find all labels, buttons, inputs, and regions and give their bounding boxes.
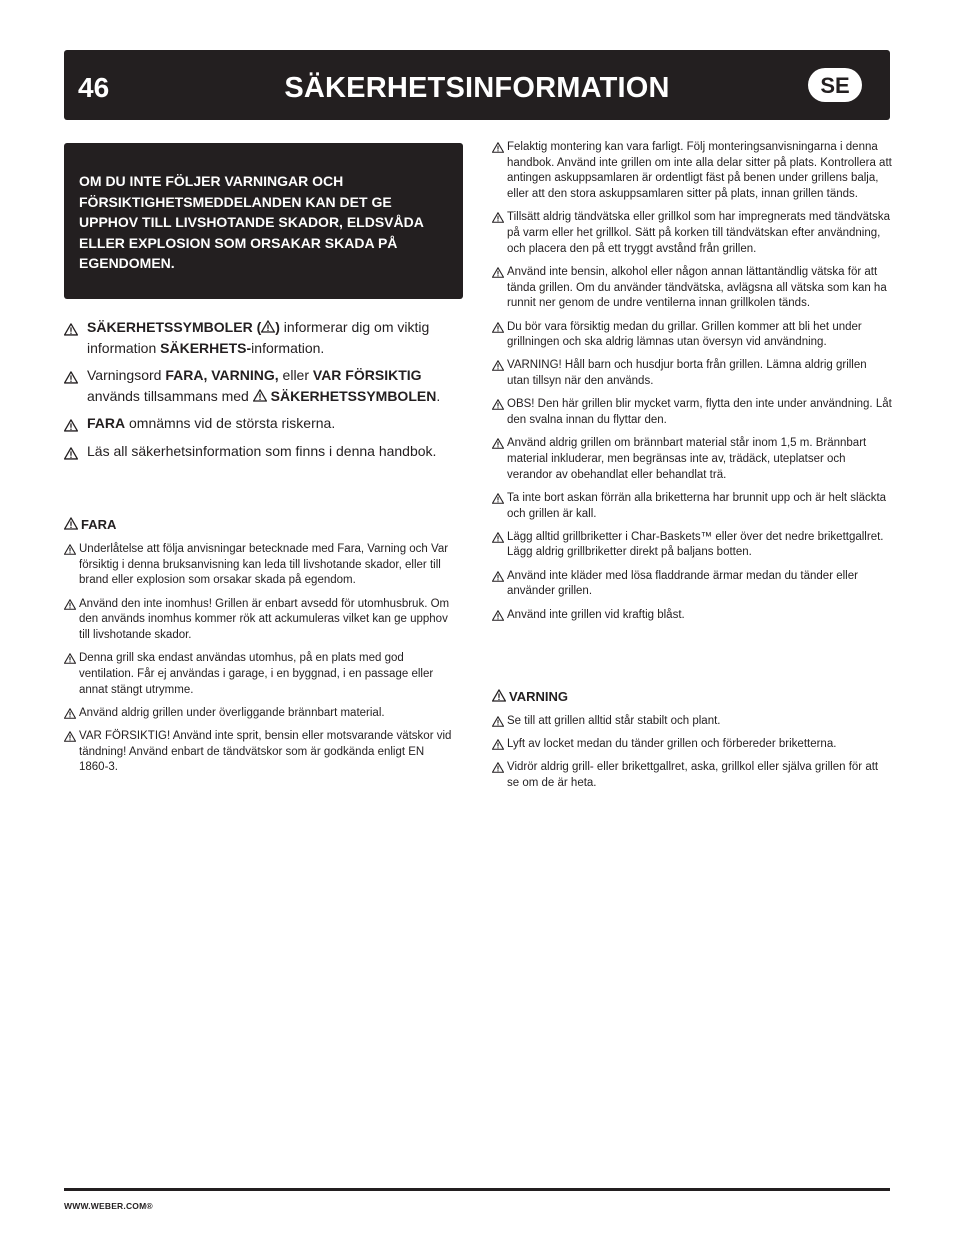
symbol-item [64,441,464,462]
warning-triangle-icon [492,689,506,702]
list-item [492,140,892,203]
warning-triangle-icon [492,267,504,278]
bold-text: VAR FÖRSIKTIG [312,367,422,383]
item-text: Tillsätt aldrig tändvätska eller grillkol som har impregnerats med tändvätska på varm eller het grillkol. Sätt på korken till tändvätskan efter användning, och placera den på ett tryggt avstånd från grillen. [507,211,891,255]
item-text: Se till att grillen alltid står stabilt och plant. [507,715,721,727]
warning-triangle-icon [492,399,504,410]
page-header [64,50,890,120]
text: omnämns vid de största riskerna. [125,415,336,431]
list-item [64,729,452,776]
text: information. [251,339,325,356]
warning-box-text: OM DU INTE FÖLJER VARNINGAR OCH FÖRSIKTIGHETSMEDDELANDEN KAN DET GE UPPHOV TILL LIVSHOTANDE SKADOR, ELDSVÅDA ELLER EXPLOSION SOM ORSAKAR SKADA PÅ EGENDOMEN. [79,173,424,272]
warning-triangle-icon [492,532,504,543]
warning-triangle-icon [64,731,76,742]
list-item [492,265,892,312]
item-text: Använd inte bensin, alkohol eller någon annan lättantändlig vätska för att tända grillen. Om du använder tändvätska, avlägsna all vätska som kan ha runnit ner genom de undre ventilerna innan grillkolen tänds. [507,265,887,310]
warning-triangle-icon [64,369,78,382]
item-text: Felaktig montering kan vara farligt. Följ monteringsanvisningarna i denna handbok. Använd inte grillen om inte alla delar sitter på plats. Kontrollera att antingen askuppsamlaren är ordentligt fäst på benen under grillens balja, eller att den stora askuppsamlaren sitter på plats, innan grillen tänds. [507,141,892,201]
varning-heading [492,689,568,704]
warning-triangle-icon [492,438,504,449]
symbol-item [64,365,464,406]
list-item [492,760,892,791]
item-text: Använd inte grillen vid kraftig blåst. [507,608,685,621]
warning-triangle-icon [64,544,76,555]
list-item [492,397,892,428]
warning-triangle-icon [492,212,504,223]
heading-text: VARNING [509,689,568,704]
text: informerar dig om viktig information [87,319,430,356]
safety-symbol-list [64,317,464,468]
warning-triangle-icon [492,322,504,333]
bold-text: ) [275,319,280,335]
item-text: Du bör vara försiktig medan du grillar. Grillen kommer att bli het under grillningen och ska aldrig lämnas utan översyn vid användning. [507,320,862,349]
warning-triangle-icon [492,571,504,582]
list-item [64,542,452,589]
warning-triangle-icon [492,360,504,371]
bold-text: SÄKERHETSSYMBOLER ( [87,319,262,335]
item-text: Använd den inte inomhus! Grillen är enbart avsedd för utomhusbruk. Om den används inomhus kommer rök att ackumuleras vilket kan ge upphov till livshotande skador. [79,597,450,642]
list-item [492,737,892,753]
list-item [64,706,452,722]
symbol-item [64,413,464,434]
text: används tillsammans med [87,387,253,404]
list-item [492,436,892,483]
item-text: OBS! Den här grillen blir mycket varm, flytta den inte under användning. Låt den svalna innan du flyttar den. [507,398,892,427]
warning-triangle-icon [64,708,76,719]
symbol-item [64,317,464,358]
page-number: 46 [78,72,110,103]
warning-triangle-icon [492,142,504,153]
list-item [492,491,892,522]
item-text: Lyft av locket medan du tänder grillen och förbereder briketterna. [507,738,837,751]
warning-triangle-icon [64,517,78,530]
warning-triangle-icon [492,739,504,750]
item-text: Använd aldrig grillen om brännbart material står inom 1,5 m. Brännbart material inkluderar, men begränsas inte av, trädäck, uteplatser och verandor av obehandlat eller behandlat trä. [507,437,867,481]
warning-triangle-icon [64,321,78,334]
list-item [492,320,892,351]
list-item [492,569,892,600]
warning-triangle-icon [64,653,76,664]
right-list [492,140,892,631]
item-text: Denna grill ska endast användas utomhus, på en plats med god ventilation. Får ej användas i garage, i en byggnad, i en passage eller annat stängt utrymme. [79,652,434,696]
warning-triangle-icon [64,417,78,430]
bold-text: SÄKERHETSSYMBOLEN [270,387,437,404]
item-text: Underlåtelse att följa anvisningar betecknade med Fara, Varning och Var försiktig i denna bruksanvisning kan leda till livshotande skador, eller till brand eller explosion som orsakar skada på egendom. [79,543,449,587]
warning-triangle-icon [492,762,504,773]
warning-box [64,143,463,299]
list-item [492,358,892,389]
varning-list [492,714,892,799]
warning-triangle-icon [261,320,275,333]
footer-divider [64,1188,890,1191]
list-item [492,608,892,624]
page-title: SÄKERHETSINFORMATION [284,72,670,104]
bold-text: FARA [87,415,126,431]
warning-triangle-icon [64,599,76,610]
text: Läs all säkerhetsinformation som finns i denna handbok. [87,442,437,459]
list-item [492,530,892,561]
fara-heading [64,517,116,532]
warning-triangle-icon [253,389,267,402]
warning-triangle-icon [492,610,504,621]
heading-text: FARA [81,517,117,532]
list-item [64,597,452,644]
fara-list [64,542,452,784]
warning-triangle-icon [492,716,504,727]
item-text: VAR FÖRSIKTIG! Använd inte sprit, bensin eller motsvarande vätskor vid tändning! Använd enbart de tändvätskor som är godkända enligt EN 1860-3. [79,730,452,774]
bold-text: FARA, VARNING, [165,367,279,383]
item-text: Använd inte kläder med lösa fladdrande ärmar medan du tänder eller använder grillen. [507,569,858,598]
item-text: Använd aldrig grillen under överliggande brännbart material. [79,706,385,719]
footer-url: WWW.WEBER.COM® [64,1201,153,1211]
text: . [436,387,441,404]
warning-triangle-icon [492,493,504,504]
bold-text: SÄKERHETS- [160,339,252,356]
warning-triangle-icon [64,445,78,458]
language-badge: SE [808,68,862,102]
text: eller [278,367,313,383]
item-text: Vidrör aldrig grill- eller brikettgallret, aska, grillkol eller själva grillen för att se om de är heta. [507,761,879,790]
item-text: Ta inte bort askan förrän alla briketterna har brunnit upp och är helt släckta och grillen är kall. [507,491,887,520]
item-text: Lägg alltid grillbriketter i Char-Baskets™ eller över det nedre brikettgallret. Lägg aldrig grillbriketter direkt på baljans botten. [507,530,884,559]
text: Varningsord [87,367,166,383]
list-item [64,651,452,698]
item-text: VARNING! Håll barn och husdjur borta från grillen. Lämna aldrig grillen utan tillsyn när den används. [507,359,867,388]
list-item [492,210,892,257]
list-item [492,714,892,730]
